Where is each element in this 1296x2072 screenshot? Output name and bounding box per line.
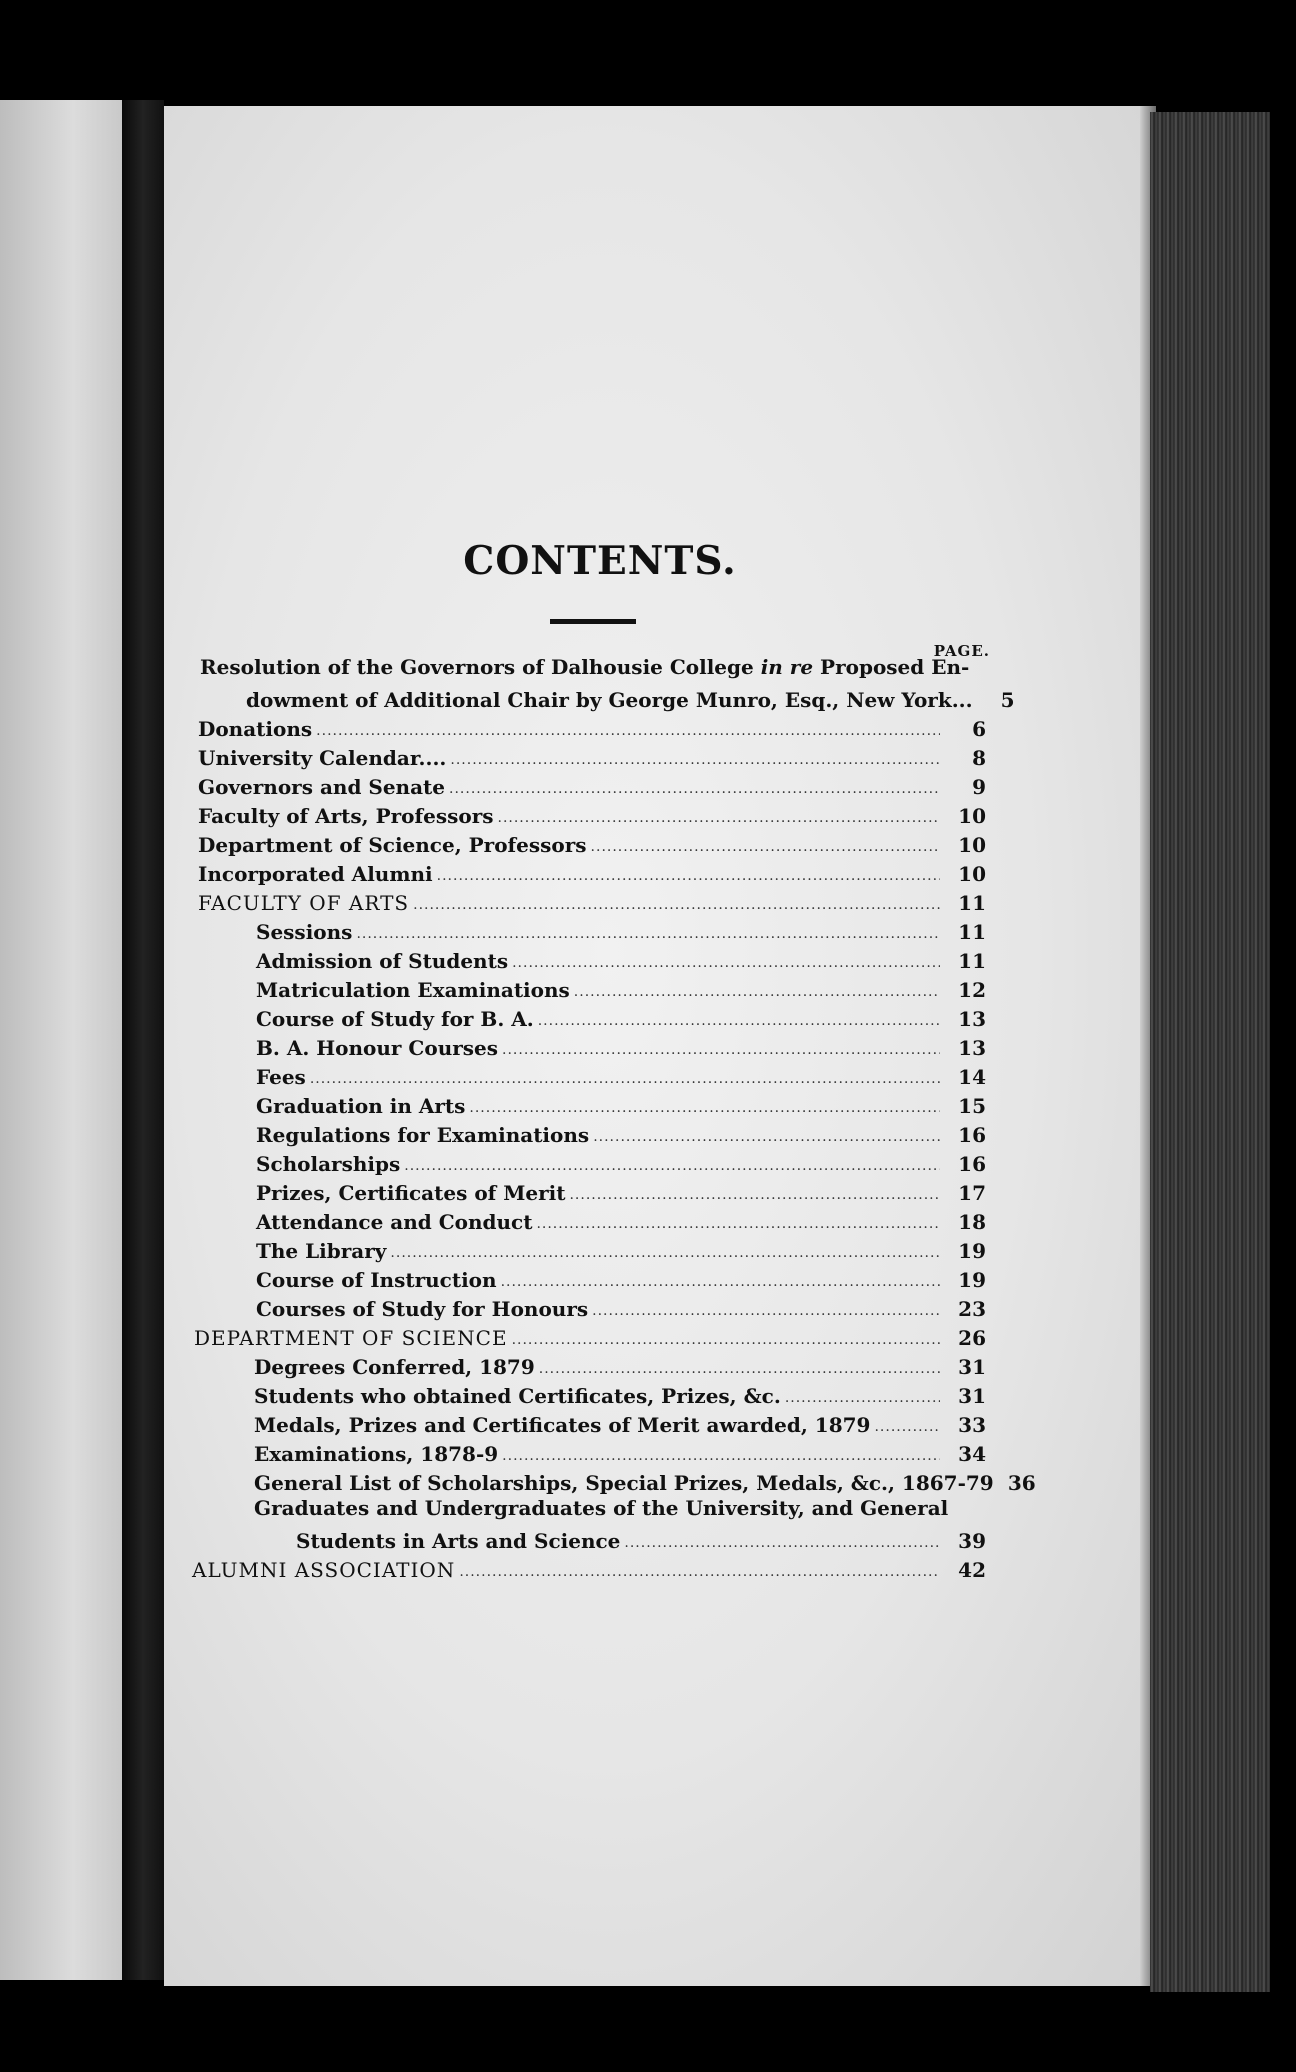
toc-page-number: 5 <box>1000 688 1015 712</box>
book-page-edges <box>1150 112 1270 1992</box>
toc-page-number: 8 <box>972 746 986 770</box>
toc-label: The Library <box>256 1239 387 1263</box>
toc-page-number: 39 <box>958 1529 986 1553</box>
leader-dots <box>569 1185 940 1205</box>
resolution-text-b: Proposed En- <box>813 655 970 679</box>
toc-page-number: 16 <box>958 1152 986 1176</box>
leader-dots <box>450 750 940 770</box>
leader-dots <box>310 1069 940 1089</box>
leader-dots <box>574 982 940 1002</box>
toc-entry-medals-prizes[interactable] <box>254 1409 986 1437</box>
leader-dots <box>502 1446 940 1466</box>
toc-entry-ba-honour[interactable] <box>256 1032 986 1060</box>
toc-entry-regulations[interactable] <box>256 1119 986 1147</box>
toc-label: DEPARTMENT OF SCIENCE <box>194 1326 508 1350</box>
toc-label: Graduation in Arts <box>256 1094 466 1118</box>
toc-label: Faculty of Arts, Professors <box>198 804 494 828</box>
toc-label: dowment of Additional Chair by George Munro, Esq., New York... <box>246 688 973 712</box>
toc-page-number: 42 <box>958 1558 986 1582</box>
toc-label: Matriculation Examinations <box>256 978 570 1002</box>
toc-page-number: 31 <box>958 1384 986 1408</box>
book-gutter <box>122 100 164 1980</box>
leader-dots <box>538 1011 940 1031</box>
resolution-entry-line1 <box>200 655 969 679</box>
toc-entry-attendance[interactable] <box>256 1206 986 1234</box>
toc-label: ALUMNI ASSOCIATION <box>192 1558 456 1582</box>
toc-label: Students in Arts and Science <box>296 1529 621 1553</box>
resolution-text-a: Resolution of the Governors of Dalhousie College <box>200 655 761 679</box>
toc-label: Scholarships <box>256 1152 401 1176</box>
leader-dots <box>356 924 940 944</box>
toc-entry-course-ba[interactable] <box>256 1003 986 1031</box>
toc-page-number: 17 <box>958 1181 986 1205</box>
toc-entry-fees[interactable] <box>256 1061 986 1089</box>
toc-entry-dept-science-professors[interactable] <box>198 829 986 857</box>
toc-label: Prizes, Certificates of Merit <box>256 1181 566 1205</box>
toc-page-number: 15 <box>958 1094 986 1118</box>
leader-dots <box>459 1562 940 1582</box>
toc-page-number: 10 <box>958 862 986 886</box>
toc-entry-incorporated-alumni[interactable] <box>198 858 986 886</box>
toc-label: Donations <box>198 717 313 741</box>
leader-dots <box>874 1417 940 1437</box>
toc-entry-admission[interactable] <box>256 945 986 973</box>
toc-entry-scholarships[interactable] <box>256 1148 986 1176</box>
toc-entry-degrees-conferred[interactable] <box>254 1351 986 1379</box>
toc-entry-governors-senate[interactable] <box>198 771 986 799</box>
toc-entry-students-certificates[interactable] <box>254 1380 986 1408</box>
toc-label: Examinations, 1878-9 <box>254 1442 499 1466</box>
leader-dots <box>469 1098 940 1118</box>
toc-entry-donations[interactable] <box>198 713 986 741</box>
toc-entry-matriculation[interactable] <box>256 974 986 1002</box>
leader-dots <box>498 808 941 828</box>
leader-dots <box>624 1533 940 1553</box>
resolution-text-italic: in re <box>760 655 814 679</box>
toc-entry-department-science[interactable] <box>194 1322 986 1350</box>
toc-label: Sessions <box>256 920 353 944</box>
toc-page-number: 13 <box>958 1007 986 1031</box>
toc-entry-general-list[interactable] <box>254 1467 1036 1495</box>
resolution-entry-line2[interactable] <box>246 684 1015 712</box>
toc-page-number: 34 <box>958 1442 986 1466</box>
toc-entry-graduation[interactable] <box>256 1090 986 1118</box>
leader-dots <box>404 1156 940 1176</box>
toc-label: Department of Science, Professors <box>198 833 587 857</box>
toc-label: Admission of Students <box>256 949 509 973</box>
graduates-entry-line2[interactable] <box>296 1525 986 1553</box>
toc-label: University Calendar.... <box>198 746 447 770</box>
leader-dots <box>512 1330 940 1350</box>
toc-label: Course of Study for B. A. <box>256 1007 534 1031</box>
leader-dots <box>502 1040 940 1060</box>
toc-label: General List of Scholarships, Special Prizes, Medals, &c., 1867-79 <box>254 1471 994 1495</box>
toc-page-number: 33 <box>958 1413 986 1437</box>
toc-label: Incorporated Alumni <box>198 862 433 886</box>
leader-dots <box>539 1359 940 1379</box>
leader-dots <box>501 1272 940 1292</box>
toc-entry-library[interactable] <box>256 1235 986 1263</box>
toc-entry-faculty-arts-professors[interactable] <box>198 800 986 828</box>
toc-page-number: 31 <box>958 1355 986 1379</box>
graduates-entry-line1: Graduates and Undergraduates of the University, and General <box>254 1496 949 1520</box>
leader-dots <box>785 1388 940 1408</box>
previous-page-edge <box>0 100 122 1980</box>
toc-entry-course-instruction[interactable] <box>256 1264 986 1292</box>
toc-entry-prizes[interactable] <box>256 1177 986 1205</box>
leader-dots <box>390 1243 940 1263</box>
toc-page-number: 10 <box>958 804 986 828</box>
toc-entry-alumni-association[interactable] <box>192 1554 986 1582</box>
toc-entry-sessions[interactable] <box>256 916 986 944</box>
toc-page-number: 12 <box>958 978 986 1002</box>
leader-dots <box>413 895 940 915</box>
toc-page-number: 18 <box>958 1210 986 1234</box>
toc-page-number: 11 <box>958 920 986 944</box>
toc-entry-university-calendar[interactable] <box>198 742 986 770</box>
toc-page-number: 9 <box>972 775 986 799</box>
toc-page-number: 10 <box>958 833 986 857</box>
toc-page-number: 19 <box>958 1239 986 1263</box>
toc-page-number: 14 <box>958 1065 986 1089</box>
toc-page-number: 23 <box>958 1297 986 1321</box>
toc-page-number: 6 <box>972 717 986 741</box>
page-title: CONTENTS. <box>463 538 737 584</box>
toc-label: Degrees Conferred, 1879 <box>254 1355 535 1379</box>
toc-label: Course of Instruction <box>256 1268 497 1292</box>
page-column-label: PAGE. <box>933 642 990 660</box>
leader-dots <box>536 1214 940 1234</box>
toc-entry-examinations[interactable] <box>254 1438 986 1466</box>
toc-entry-faculty-of-arts[interactable] <box>198 887 986 915</box>
toc-label: Attendance and Conduct <box>256 1210 533 1234</box>
leader-dots <box>449 779 940 799</box>
leader-dots <box>316 721 940 741</box>
toc-page-number: 13 <box>958 1036 986 1060</box>
toc-page-number: 26 <box>958 1326 986 1350</box>
toc-label: Regulations for Examinations <box>256 1123 590 1147</box>
leader-dots <box>591 837 940 857</box>
toc-label: B. A. Honour Courses <box>256 1036 499 1060</box>
title-rule <box>550 619 636 624</box>
toc-page-number: 16 <box>958 1123 986 1147</box>
toc-label: FACULTY OF ARTS <box>198 891 410 915</box>
toc-page-number: 11 <box>958 949 986 973</box>
toc-page-number: 11 <box>958 891 986 915</box>
leader-dots <box>512 953 940 973</box>
leader-dots <box>437 866 940 886</box>
leader-dots <box>592 1301 940 1321</box>
toc-entry-courses-honours[interactable] <box>256 1293 986 1321</box>
toc-page-number: 19 <box>958 1268 986 1292</box>
toc-label: Courses of Study for Honours <box>256 1297 589 1321</box>
toc-label: Fees <box>256 1065 306 1089</box>
toc-label: Governors and Senate <box>198 775 446 799</box>
toc-label: Medals, Prizes and Certificates of Merit awarded, 1879 <box>254 1413 871 1437</box>
leader-dots <box>593 1127 940 1147</box>
toc-label: Students who obtained Certificates, Prizes, &c. <box>254 1384 781 1408</box>
toc-page-number: 36 <box>1007 1471 1036 1495</box>
